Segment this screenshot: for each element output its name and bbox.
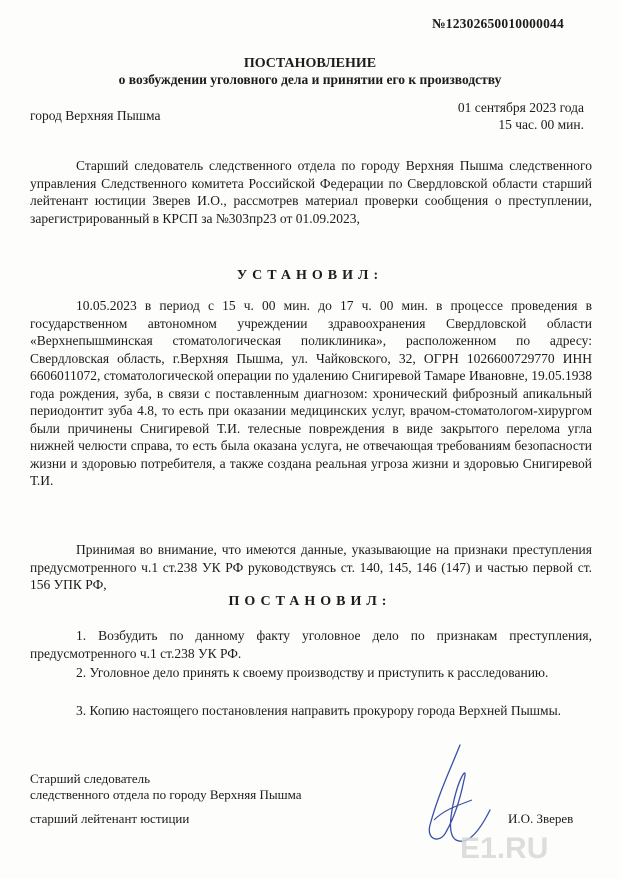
- document-subtitle: о возбуждении уголовного дела и принятии его к производству: [118, 72, 502, 87]
- heading-established: УСТАНОВИЛ:: [236, 268, 384, 283]
- signatory-line-2: следственного отдела по городу Верхняя Пышма: [30, 787, 302, 802]
- date-time-block: [458, 99, 584, 133]
- watermark-text: E1.RU: [460, 832, 549, 865]
- date: 01 сентября 2023 года: [457, 100, 584, 115]
- intro-paragraph: Старший следователь следственного отдела по городу Верхняя Пышма следственного управления Следственного комитета Российской Федерации по Свердловской области старший лейтенант юстиции Зверев И.О., рассмотрев материал проверки сообщения о преступлении, зарегистрированный в КРСП за №303пр23 от 01.09.2023,: [30, 158, 592, 226]
- document-title: ПОСТАНОВЛЕНИЕ: [243, 56, 377, 71]
- heading-resolved: ПОСТАНОВИЛ:: [228, 594, 392, 609]
- signatory-rank: старший лейтенант юстиции: [30, 811, 190, 826]
- resolution-item-2: 2. Уголовное дело принять к своему производству и приступить к расследованию.: [76, 665, 549, 680]
- established-paragraph: 10.05.2023 в период с 15 ч. 00 мин. до 17 ч. 00 мин. в процессе проведения в государственном автономном учреждении здравоохранения Свердловской области «Верхнепышминская стоматологическая поликлиника», расположенном по адресу: Свердловская область, г.Верхняя Пышма, ул. Чайковского, 32, ОГРН 1026600729770 ИНН 6606011072, стоматологической операции по удалению Снигиревой Тамаре Ивановне, 19.05.1938 года рождения, зуба, в связи с поставленным диагнозом: хронический фиброзный апикальный периодонтит зуба 4.8, то есть при оказании медицинских услуг, врачом-стоматологом-хирургом были причинены Снигиревой Т.И. телесные повреждения в виде закрытого перелома угла нижней челюсти справа, то есть была оказана услуга, не отвечающая требованиям безопасности жизни и здоровью потребителя, а также создана реальная угроза жизни и здоровью Снигиревой Т.И.: [30, 298, 592, 488]
- document-number: №12302650010000044: [432, 16, 564, 31]
- considering-paragraph: Принимая во внимание, что имеются данные, указывающие на признаки преступления предусмотренного ч.1 ст.238 УК РФ руководствуясь ст. 140, 145, 146 (147) и частью первой ст. 156 УПК РФ,: [30, 542, 592, 592]
- resolution-item-1: 1. Возбудить по данному факту уголовное дело по признакам преступления, предусмотренного ч.1 ст.238 УК РФ.: [30, 628, 592, 661]
- signatory-name: И.О. Зверев: [508, 811, 574, 826]
- document-title-block: [0, 56, 620, 88]
- time: 15 час. 00 мин.: [498, 117, 584, 132]
- city: город Верхняя Пышма: [30, 108, 161, 123]
- resolution-item-3: 3. Копию настоящего постановления направить прокурору города Верхней Пышмы.: [76, 703, 562, 718]
- signatory-title: [30, 771, 302, 803]
- watermark-logo: [460, 828, 610, 868]
- signatory-line-1: Старший следователь: [30, 771, 151, 786]
